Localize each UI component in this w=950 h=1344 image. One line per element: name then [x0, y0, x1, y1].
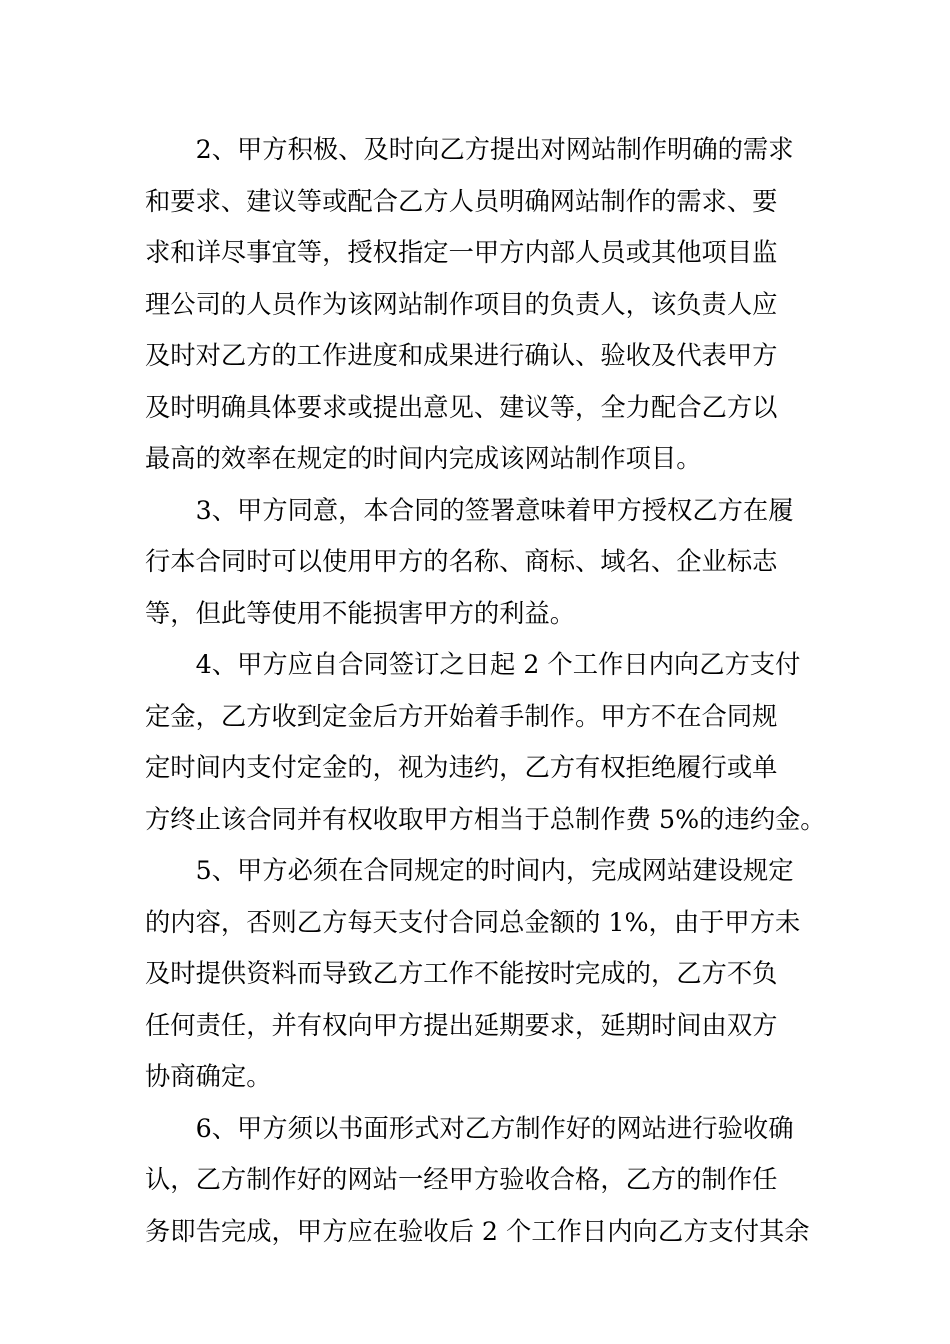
- text-line: 等，但此等使用不能损害甲方的利益。: [145, 598, 576, 628]
- contract-text: [145, 124, 826, 1257]
- text-line: 及时提供资料而导致乙方工作不能按时完成的，乙方不负: [145, 959, 778, 988]
- text-line: 及时明确具体要求或提出意见、建议等，全力配合乙方以: [145, 392, 778, 422]
- text-line: 3、甲方同意，本合同的签署意味着甲方授权乙方在履: [145, 495, 794, 525]
- text-line: 协商确定。: [145, 1062, 272, 1091]
- text-line: 务即告完成，甲方应在验收后 2 个工作日内向乙方支付其余: [145, 1216, 810, 1246]
- text-line: 行本合同时可以使用甲方的名称、商标、域名、企业标志: [145, 547, 778, 576]
- text-line: 任何责任，并有权向甲方提出延期要求，延期时间由双方: [145, 1010, 778, 1040]
- text-line: 定时间内支付定金的，视为违约，乙方有权拒绝履行或单: [145, 753, 778, 782]
- text-line: 理公司的人员作为该网站制作项目的负责人，该负责人应: [145, 289, 778, 319]
- text-line: 求和详尽事宜等，授权指定一甲方内部人员或其他项目监: [145, 238, 778, 267]
- text-line: 方终止该合同并有权收取甲方相当于总制作费 5%的违约金。: [145, 804, 826, 834]
- text-line: 和要求、建议等或配合乙方人员明确网站制作的需求、要: [145, 186, 778, 216]
- text-line: 认，乙方制作好的网站一经甲方验收合格，乙方的制作任: [145, 1165, 778, 1194]
- text-line: 5、甲方必须在合同规定的时间内，完成网站建设规定: [145, 856, 794, 885]
- text-line: 2、甲方积极、及时向乙方提出对网站制作明确的需求: [145, 135, 794, 164]
- text-line: 的内容，否则乙方每天支付合同总金额的 1%，由于甲方未: [145, 907, 801, 937]
- text-line: 6、甲方须以书面形式对乙方制作好的网站进行验收确: [145, 1113, 794, 1143]
- text-line: 4、甲方应自合同签订之日起 2 个工作日内向乙方支付: [145, 650, 801, 679]
- text-line: 及时对乙方的工作进度和成果进行确认、验收及代表甲方: [145, 341, 778, 370]
- text-line: 最高的效率在规定的时间内完成该网站制作项目。: [145, 444, 702, 473]
- text-line: 定金，乙方收到定金后方开始着手制作。甲方不在合同规: [145, 701, 778, 731]
